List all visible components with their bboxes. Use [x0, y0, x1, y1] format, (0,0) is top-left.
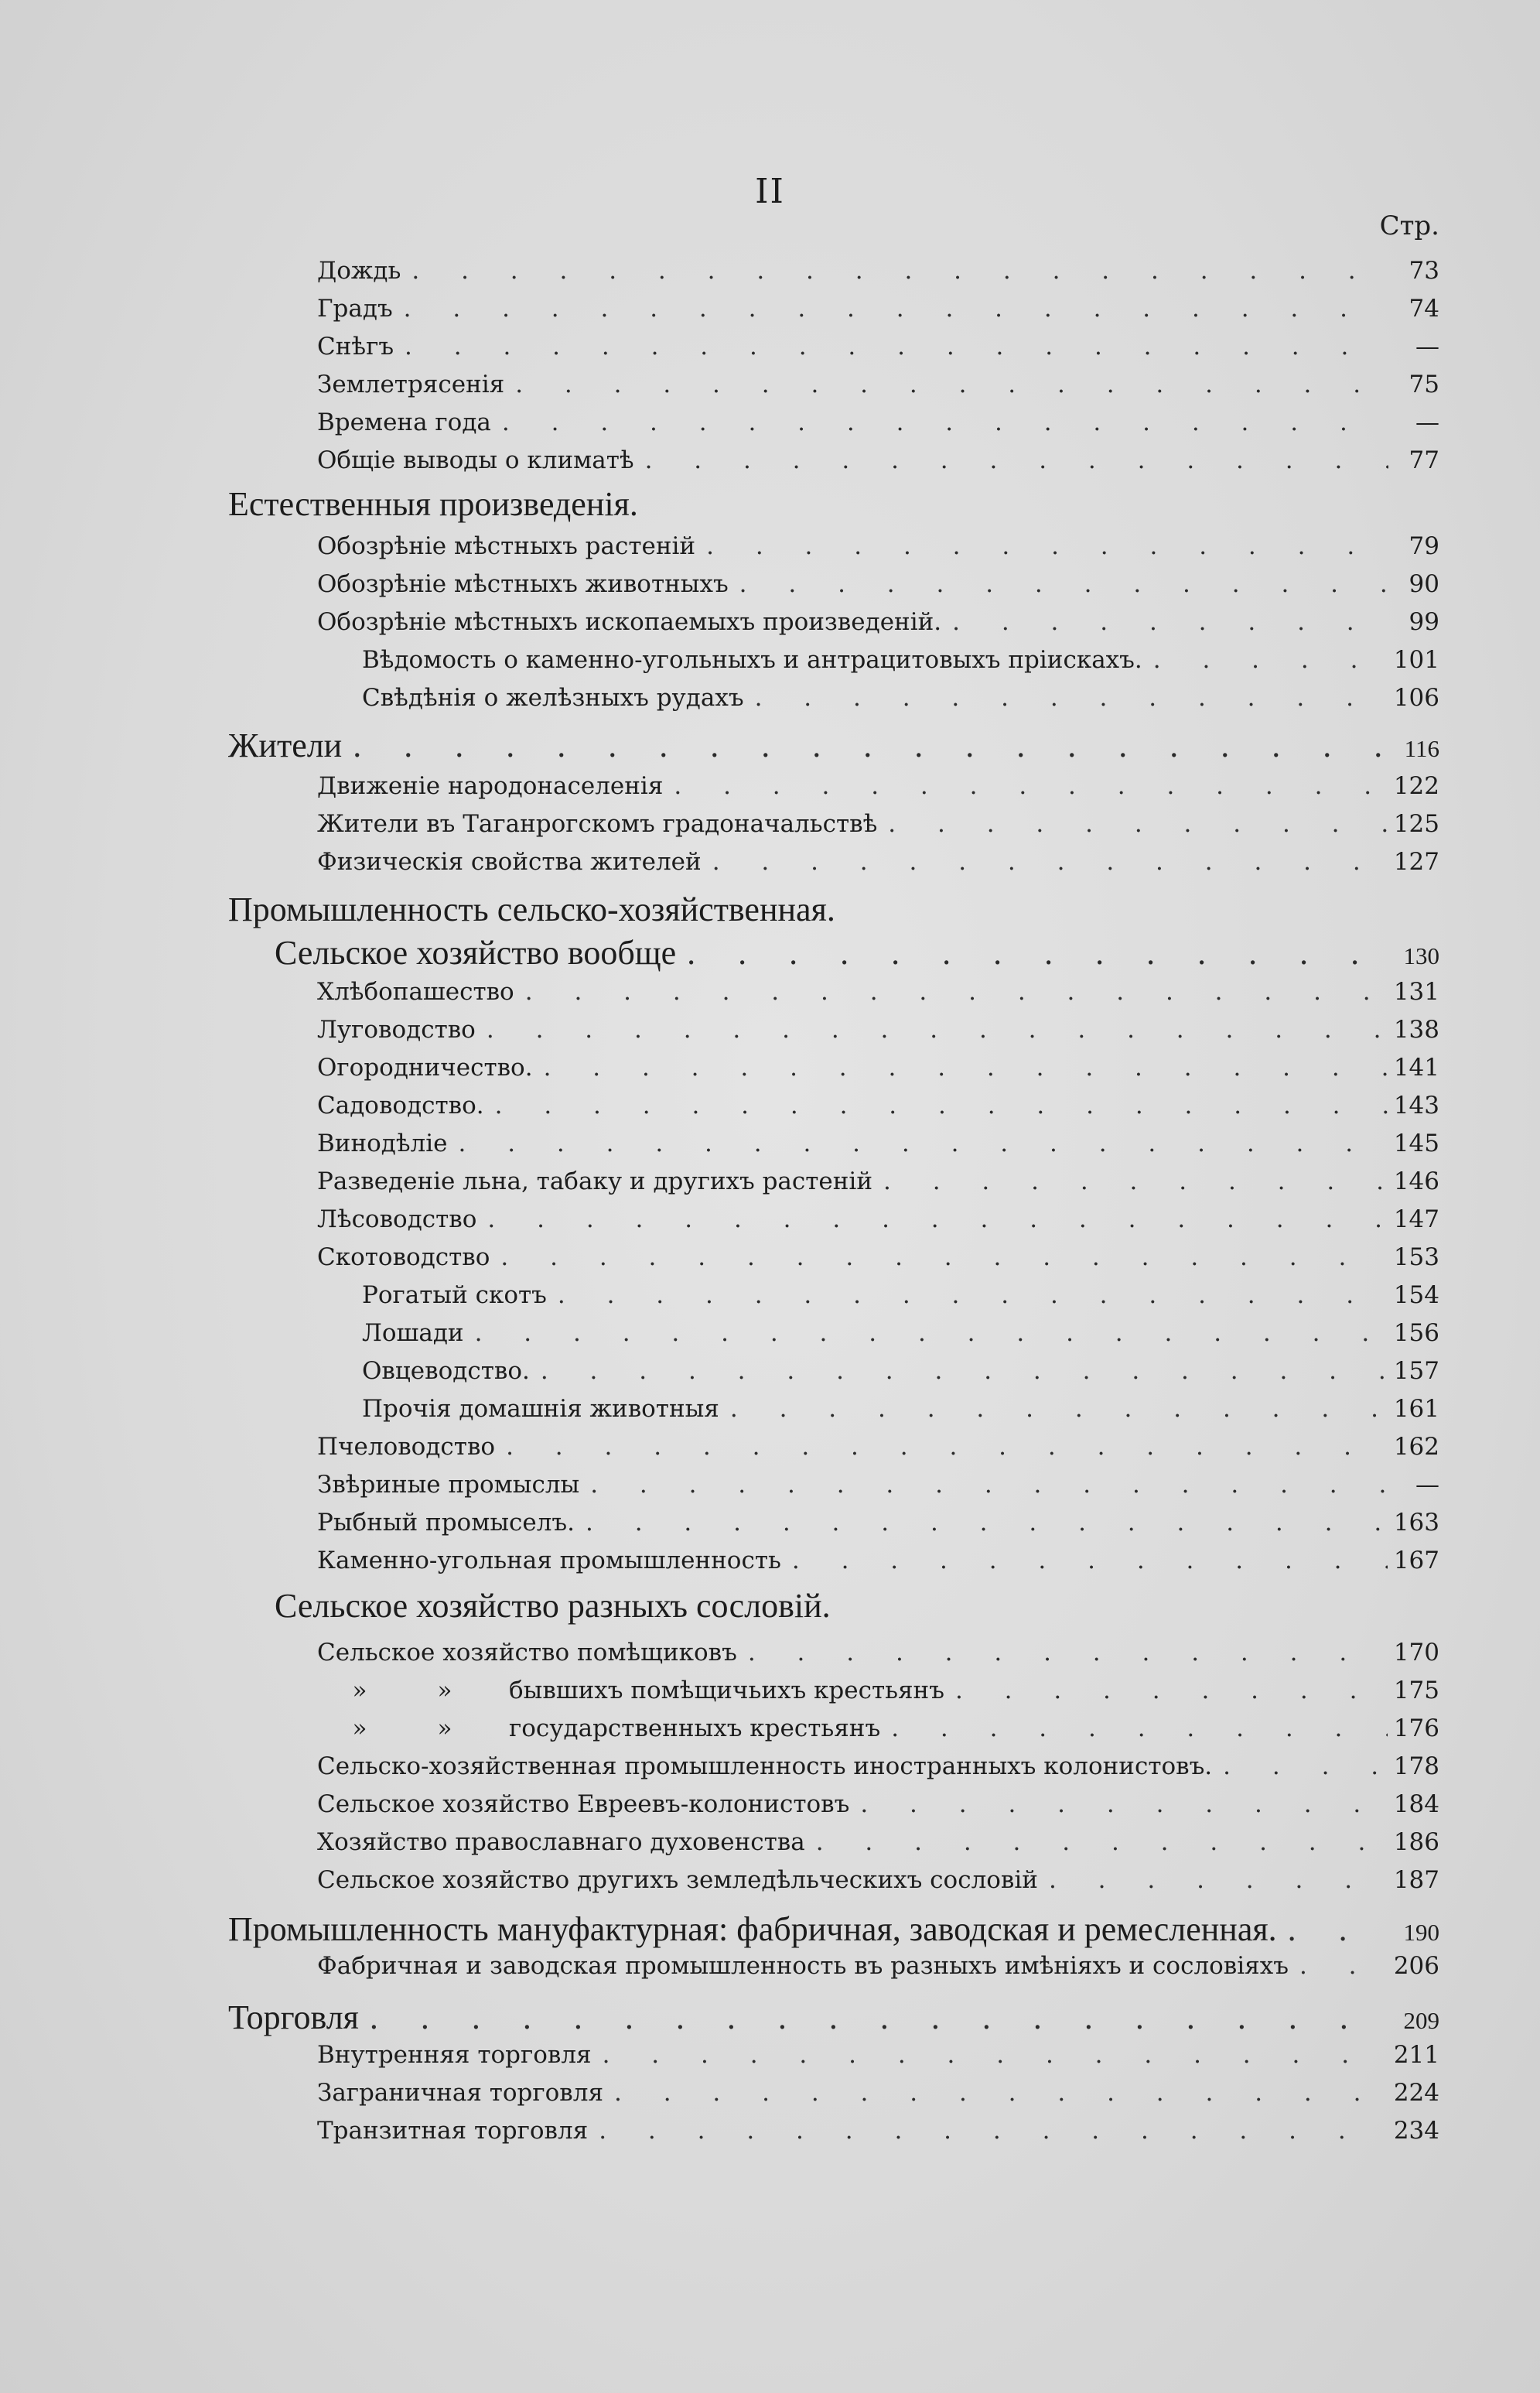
toc-entry-page: 175	[1393, 1677, 1439, 1704]
page-number: II	[755, 172, 785, 211]
toc-entry-page: 163	[1393, 1509, 1439, 1537]
dot-leader	[514, 978, 1388, 1006]
toc-entry	[317, 1054, 1439, 1082]
toc-entry	[317, 1639, 1439, 1667]
dot-leader	[781, 1547, 1388, 1574]
toc-entry-title: Рыбный промыселъ.	[317, 1509, 575, 1537]
toc-entry-page: —	[1415, 409, 1439, 436]
dot-leader	[1038, 1866, 1388, 1894]
toc-entry-page: 153	[1393, 1243, 1439, 1271]
toc-entry-title: Сельское хозяйство разныхъ сословій.	[275, 1587, 831, 1625]
dot-leader	[588, 2117, 1388, 2145]
toc-entry-page: 73	[1409, 257, 1439, 285]
toc-entry-page: 90	[1409, 570, 1439, 598]
toc-entry-title: Землетрясенія	[317, 371, 505, 398]
toc-entry-page: 234	[1393, 2117, 1439, 2145]
dot-leader	[530, 1357, 1388, 1385]
toc-entry-page: 161	[1393, 1395, 1439, 1423]
toc-entry-page: 162	[1393, 1433, 1439, 1461]
dot-leader	[729, 570, 1388, 598]
dot-leader	[941, 608, 1388, 636]
toc-entry-page: 143	[1393, 1092, 1439, 1120]
toc-entry-page: 186	[1393, 1828, 1439, 1856]
toc-entry-title: Пчеловодство	[317, 1433, 496, 1461]
toc-entry	[317, 1677, 1439, 1704]
dot-leader	[744, 684, 1388, 712]
toc-entry-page: 147	[1393, 1205, 1439, 1233]
toc-entry-page: 130	[1403, 942, 1439, 969]
toc-entry	[275, 933, 1439, 973]
toc-entry-page: 127	[1393, 848, 1439, 876]
toc-entry	[317, 1790, 1439, 1818]
dot-leader	[849, 1790, 1388, 1818]
dot-leader	[484, 1092, 1388, 1120]
toc-entry-page: 178	[1393, 1752, 1439, 1780]
toc-entry-page: 145	[1393, 1130, 1439, 1157]
toc-entry-page: 156	[1393, 1319, 1439, 1347]
dot-leader	[393, 295, 1388, 323]
toc-entry-title: Жители	[228, 726, 343, 764]
toc-entry-title: Сельско-хозяйственная промышленность иностранныхъ колонистовъ.	[317, 1752, 1213, 1780]
toc-entry	[317, 1433, 1439, 1461]
toc-entry-page: 101	[1393, 646, 1439, 674]
dot-leader	[476, 1016, 1388, 1044]
toc-entry	[317, 1509, 1439, 1537]
toc-entry-title: Сельское хозяйство другихъ земледѣльческихъ сословій	[317, 1866, 1038, 1894]
toc-entry	[317, 1167, 1439, 1195]
dot-leader	[476, 1205, 1387, 1233]
toc-entry	[362, 684, 1439, 712]
ditto-mark: »	[437, 1677, 452, 1704]
toc-entry-title: Овцеводство.	[362, 1357, 530, 1385]
toc-entry-page: 75	[1409, 371, 1439, 398]
toc-entry	[317, 2079, 1439, 2107]
toc-entry-title-text: государственныхъ крестьянъ	[509, 1714, 881, 1742]
toc-entry-title: Огородничество.	[317, 1054, 533, 1082]
toc-entry	[317, 257, 1439, 285]
toc-entry	[317, 1714, 1439, 1742]
toc-entry	[317, 2117, 1439, 2145]
toc-entry-title: Каменно-угольная промышленность	[317, 1547, 781, 1574]
toc-entry-page: 131	[1393, 978, 1439, 1006]
toc-entry-title: Промышленность сельско-хозяйственная.	[228, 891, 835, 928]
dot-leader	[592, 2041, 1388, 2069]
toc-entry-title: Рогатый скотъ	[362, 1281, 547, 1309]
toc-entry	[317, 1952, 1439, 1980]
toc-entry	[228, 1998, 1439, 2037]
toc-entry-title: Прочія домашнія животныя	[362, 1395, 719, 1423]
toc-entry-title: Лошади	[362, 1319, 464, 1347]
dot-leader	[944, 1677, 1388, 1704]
toc-entry-title: Естественныя произведенія.	[228, 485, 638, 523]
dot-leader	[547, 1281, 1388, 1309]
toc-entry-title: Внутренняя торговля	[317, 2041, 592, 2069]
dot-leader	[702, 848, 1388, 876]
toc-entry-page: 141	[1393, 1054, 1439, 1082]
toc-entry	[317, 371, 1439, 398]
toc-entry-title: Садоводство.	[317, 1092, 484, 1120]
toc-entry-title: Сельское хозяйство Евреевъ-колонистовъ	[317, 1790, 850, 1818]
ditto-mark: »	[352, 1714, 367, 1742]
toc-entry-page: —	[1415, 333, 1439, 361]
dot-leader	[719, 1395, 1388, 1423]
toc-entry	[362, 1357, 1439, 1385]
toc-entry	[362, 646, 1439, 674]
toc-entry	[228, 890, 1439, 929]
toc-entry-title: Физическія свойства жителей	[317, 848, 702, 876]
dot-leader	[676, 933, 1388, 973]
toc-entry-title: Промышленность мануфактурная: фабричная, заводская и ремесленная.	[228, 1910, 1277, 1948]
dot-leader	[464, 1319, 1388, 1347]
dot-leader	[401, 257, 1388, 285]
dot-leader	[491, 409, 1388, 436]
toc-entry-title-text: бывшихъ помѣщичьихъ крестьянъ	[509, 1677, 944, 1704]
toc-entry	[317, 1092, 1439, 1120]
toc-entry	[317, 978, 1439, 1006]
toc-entry-title: Звѣриные промыслы	[317, 1471, 580, 1499]
toc-entry-title: Времена года	[317, 409, 491, 436]
dot-leader	[737, 1639, 1388, 1667]
toc-entry	[275, 1586, 1439, 1626]
dot-leader	[579, 1471, 1388, 1499]
toc-entry-page: —	[1415, 1471, 1439, 1499]
toc-entry	[317, 772, 1439, 800]
toc-entry	[317, 1828, 1439, 1856]
toc-entry-page: 77	[1409, 446, 1439, 474]
toc-entry-title: Транзитная торговля	[317, 2117, 589, 2145]
toc-entry	[317, 848, 1439, 876]
dot-leader	[872, 1167, 1388, 1195]
toc-entry	[317, 1205, 1439, 1233]
toc-entry-title: Фабричная и заводская промышленность въ разныхъ имѣніяхъ и сословіяхъ	[317, 1952, 1289, 1980]
toc-entry-title: Разведеніе льна, табаку и другихъ растеній	[317, 1167, 872, 1195]
toc-entry-page: 176	[1393, 1714, 1439, 1742]
toc-entry-page: 122	[1393, 772, 1439, 800]
toc-entry-page: 224	[1393, 2079, 1439, 2107]
dot-leader	[359, 1998, 1388, 2037]
toc-entry-page: 209	[1403, 2007, 1439, 2034]
toc-entry	[228, 1909, 1439, 1949]
dot-leader	[880, 1714, 1388, 1742]
toc-entry	[317, 1016, 1439, 1044]
toc-entry	[317, 295, 1439, 323]
toc-entry-title: Обозрѣніе мѣстныхъ животныхъ	[317, 570, 729, 598]
dot-leader	[1142, 646, 1388, 674]
toc-entry	[317, 446, 1439, 474]
toc-entry-page: 146	[1393, 1167, 1439, 1195]
toc-entry-title: Скотоводство	[317, 1243, 490, 1271]
toc-entry	[317, 1130, 1439, 1157]
toc-entry-title: Заграничная торговля	[317, 2079, 604, 2107]
toc-entry	[228, 726, 1439, 765]
dot-leader	[394, 333, 1388, 361]
toc-entry-page: 74	[1409, 295, 1439, 323]
toc-entry-title: Лѣсоводство	[317, 1205, 477, 1233]
toc-entry-title: Сельское хозяйство вообще	[275, 934, 677, 972]
dot-leader	[504, 371, 1388, 398]
toc-entry	[317, 333, 1439, 361]
ditto-mark: »	[437, 1714, 452, 1742]
dot-leader	[695, 532, 1388, 560]
toc-entry	[317, 409, 1439, 436]
toc-entry-page: 154	[1393, 1281, 1439, 1309]
toc-entry	[317, 532, 1439, 560]
toc-entry	[362, 1281, 1439, 1309]
toc-entry-page: 206	[1393, 1952, 1439, 1980]
toc-entry-title: Винодѣліе	[317, 1130, 448, 1157]
toc-entry-title	[317, 1677, 944, 1704]
dot-leader	[663, 772, 1387, 800]
toc-entry-page: 99	[1409, 608, 1439, 636]
toc-entry-page: 125	[1393, 810, 1439, 838]
toc-entry-page: 79	[1409, 532, 1439, 560]
dot-leader	[448, 1130, 1388, 1157]
dot-leader	[1277, 1909, 1388, 1949]
toc-entry-title: Торговля	[228, 1998, 359, 2036]
toc-entry-title: Сельское хозяйство помѣщиковъ	[317, 1639, 737, 1667]
dot-leader	[603, 2079, 1388, 2107]
toc-entry	[317, 1547, 1439, 1574]
toc-entry	[362, 1319, 1439, 1347]
toc-entry-title: Снѣгъ	[317, 333, 394, 361]
dot-leader	[495, 1433, 1388, 1461]
dot-leader	[575, 1509, 1388, 1537]
toc-entry-page: 157	[1393, 1357, 1439, 1385]
ditto-mark: »	[352, 1677, 367, 1704]
toc-entry-page: 138	[1393, 1016, 1439, 1044]
toc-entry-title: Градъ	[317, 295, 393, 323]
dot-leader	[877, 810, 1388, 838]
toc-entry-title: Общіе выводы о климатѣ	[317, 446, 634, 474]
toc-entry-title: Дождь	[317, 257, 401, 285]
toc-entry-title	[317, 1714, 880, 1742]
dot-leader	[533, 1054, 1388, 1082]
toc-entry	[317, 1243, 1439, 1271]
toc-entry-page: 106	[1393, 684, 1439, 712]
dot-leader	[1212, 1752, 1388, 1780]
toc-entry-page: 170	[1393, 1639, 1439, 1667]
toc-entry	[317, 1866, 1439, 1894]
toc-entry-page: 116	[1404, 735, 1439, 762]
toc-entry	[228, 484, 1439, 524]
dot-leader	[1289, 1952, 1388, 1980]
toc-entry	[317, 570, 1439, 598]
page-column-header: Стр.	[1379, 210, 1439, 241]
toc-entry	[317, 2041, 1439, 2069]
dot-leader	[342, 726, 1388, 765]
toc-entry-page: 167	[1393, 1547, 1439, 1574]
toc-entry-title: Хозяйство православнаго духовенства	[317, 1828, 805, 1856]
toc-entry-page: 184	[1393, 1790, 1439, 1818]
toc-entry-title: Жители въ Таганрогскомъ градоначальствѣ	[317, 810, 878, 838]
toc-entry	[317, 810, 1439, 838]
toc-entry-page: 211	[1393, 2041, 1439, 2069]
dot-leader	[490, 1243, 1387, 1271]
toc-entry-title: Обозрѣніе мѣстныхъ растеній	[317, 532, 696, 560]
toc-entry	[362, 1395, 1439, 1423]
toc-entry	[317, 608, 1439, 636]
toc-entry	[317, 1471, 1439, 1499]
toc-entry-title: Хлѣбопашество	[317, 978, 514, 1006]
toc-entry-page: 187	[1393, 1866, 1439, 1894]
toc-entry-title: Обозрѣніе мѣстныхъ ископаемыхъ произведеній.	[317, 608, 942, 636]
toc-entry-title: Вѣдомость о каменно-угольныхъ и антрацитовыхъ пріискахъ.	[362, 646, 1142, 674]
toc-entry	[317, 1752, 1439, 1780]
dot-leader	[634, 446, 1388, 474]
dot-leader	[805, 1828, 1388, 1856]
toc-entry-page: 190	[1403, 1919, 1439, 1946]
toc-entry-title: Свѣдѣнія о желѣзныхъ рудахъ	[362, 684, 744, 712]
toc-entry-title: Луговодство	[317, 1016, 476, 1044]
toc-entry-title: Движеніе народонаселенія	[317, 772, 664, 800]
